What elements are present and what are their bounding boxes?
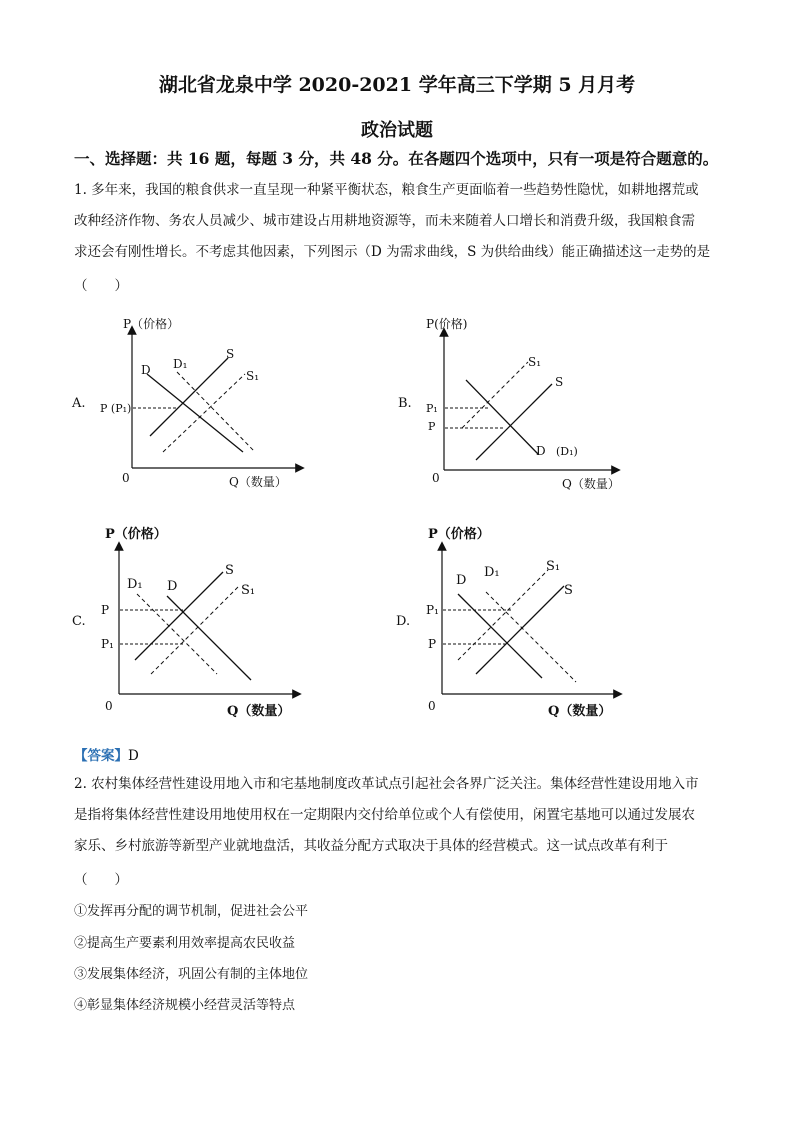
q1-answer xyxy=(74,744,139,764)
option-d-s-curve xyxy=(476,586,564,674)
option-b-d-curve xyxy=(466,380,538,454)
option-c-d1-label: D₁ xyxy=(127,577,143,592)
answer-value: D xyxy=(128,748,139,764)
q2-choice-3: ③发展集体经济，巩固公有制的主体地位 xyxy=(74,967,309,982)
q1-line-1: 1. 多年来，我国的粮食供求一直呈现一种紧平衡状态，粮食生产更面临着一些趋势性隐忧，如耕地撂荒或 xyxy=(74,182,699,198)
answer-tag: 【答案】 xyxy=(74,748,128,764)
option-a-s-curve xyxy=(150,358,228,436)
option-b-q-axis-label: Q（数量） xyxy=(562,477,620,491)
option-d-p1-label: P₁ xyxy=(426,603,439,617)
option-a-p-axis-label: P（价格） xyxy=(123,317,180,331)
option-c-p-label: P xyxy=(101,603,110,617)
option-a-d-curve xyxy=(147,374,243,452)
exam-subject: 政治试题 xyxy=(361,120,433,141)
option-b-origin: 0 xyxy=(432,471,440,485)
option-b-s-label: S xyxy=(555,375,564,389)
option-d-d1-curve xyxy=(486,592,576,682)
option-d-d1-label: D₁ xyxy=(484,565,500,580)
option-a-price-label: P (P₁) xyxy=(100,402,132,415)
option-d-p-label: P xyxy=(428,637,437,651)
q2-choice-2: ②提高生产要素利用效率提高农民收益 xyxy=(74,936,296,951)
option-b-d1-label: (D₁) xyxy=(556,445,578,458)
option-c-s-label: S xyxy=(225,563,234,578)
exam-title: 湖北省龙泉中学 2020-2021 学年高三下学期 5 月月考 xyxy=(158,74,636,96)
option-a-d-label: D xyxy=(141,363,151,377)
option-b-p-axis-label: P(价格) xyxy=(426,317,468,331)
option-a-d1-label: D₁ xyxy=(173,357,188,371)
option-c-p1-label: P₁ xyxy=(101,637,114,651)
option-d-s1-label: S₁ xyxy=(546,559,561,574)
q2-choice-4: ④彰显集体经济规模小经营灵活等特点 xyxy=(74,998,296,1013)
option-d-p-axis-label: P（价格） xyxy=(428,527,490,542)
option-d-q-axis-label: Q（数量） xyxy=(548,704,612,719)
option-d-graph xyxy=(420,522,640,722)
section-heading: 一、选择题：共 16 题，每题 3 分，共 48 分。在各题四个选项中，只有一项是符合题意的。 xyxy=(74,149,719,168)
option-b-s1-label: S₁ xyxy=(528,355,542,369)
q1-line-3: 求还会有刚性增长。不考虑其他因素，下列图示（D 为需求曲线，S 为供给曲线）能正确描述这一走势的是 xyxy=(74,244,711,260)
option-c-s-curve xyxy=(135,572,223,660)
q2-line-2: 是指将集体经营性建设用地使用权在一定期限内交付给单位或个人有偿使用，闲置宅基地可以通过发展农 xyxy=(74,807,695,823)
option-a-s1-curve xyxy=(163,374,245,452)
option-c-origin: 0 xyxy=(105,699,113,713)
option-a-s-label: S xyxy=(226,347,235,361)
option-a-s1-label: S₁ xyxy=(246,369,260,383)
option-c-d-curve xyxy=(167,596,251,680)
option-c-graph xyxy=(95,522,315,722)
option-b-graph xyxy=(420,312,640,492)
q2-line-3: 家乐、乡村旅游等新型产业就地盘活，其收益分配方式取决于具体的经营模式。这一试点改革有利于 xyxy=(74,838,668,854)
option-b-d-label: D xyxy=(536,444,546,458)
option-a-d1-curve xyxy=(177,372,255,452)
option-b-p-label: P xyxy=(428,420,436,433)
option-d-s-label: S xyxy=(564,583,573,598)
option-c-d-label: D xyxy=(167,579,178,594)
q1-line-2: 改种经济作物、务农人员减少、城市建设占用耕地资源等，而未来随着人口增长和消费升级，我国粮食需 xyxy=(74,213,695,229)
option-c-p-axis-label: P（价格） xyxy=(105,527,167,542)
option-c-s1-label: S₁ xyxy=(241,583,256,598)
q2-answer-blank: （ ） xyxy=(74,872,128,888)
option-a-q-axis-label: Q（数量） xyxy=(229,475,287,489)
option-c-letter: C. xyxy=(72,614,86,629)
option-d-d-label: D xyxy=(456,573,467,588)
option-b-p1-label: P₁ xyxy=(426,402,438,415)
option-c-q-axis-label: Q（数量） xyxy=(227,704,291,719)
option-a-letter: A. xyxy=(72,396,86,411)
option-a-graph xyxy=(95,312,315,492)
option-d-origin: 0 xyxy=(428,699,436,713)
option-d-d-curve xyxy=(458,594,542,678)
q1-answer-blank: （ ） xyxy=(74,278,128,294)
q2-choice-1: ①发挥再分配的调节机制，促进社会公平 xyxy=(74,904,309,919)
option-d-letter: D. xyxy=(396,614,411,629)
option-a-origin: 0 xyxy=(122,471,130,485)
option-b-letter: B. xyxy=(398,396,412,411)
q2-line-1: 2. 农村集体经营性建设用地入市和宅基地制度改革试点引起社会各界广泛关注。集体经营性建设用地入市 xyxy=(74,776,699,792)
